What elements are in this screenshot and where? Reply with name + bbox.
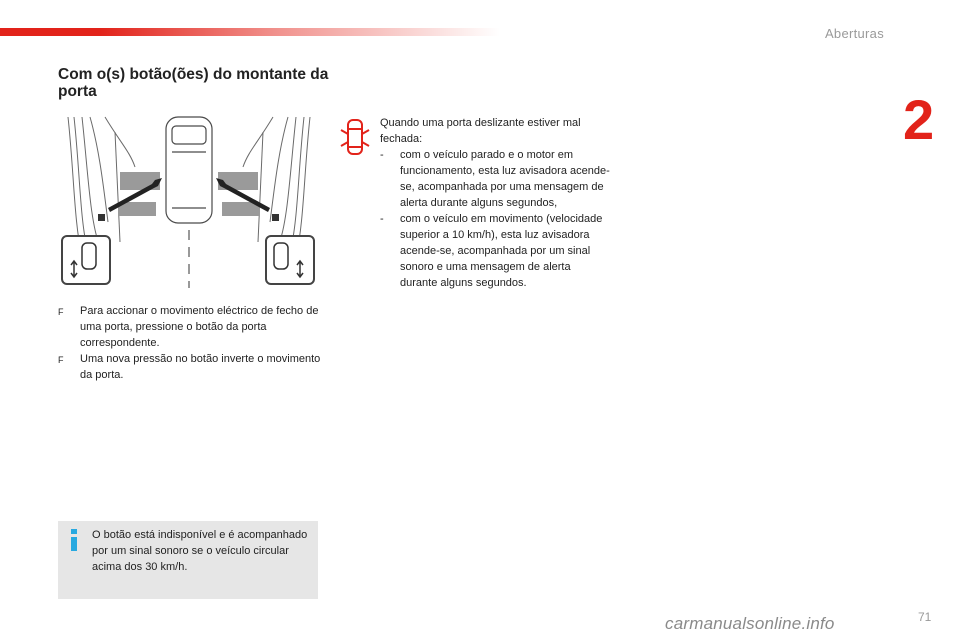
door-open-warning-icon: [340, 118, 370, 156]
bullet-marker: F: [58, 355, 64, 365]
list-item: [58, 303, 328, 351]
info-note-text: O botão está indisponível e é acompanhado por um sinal sonoro se o veículo circular acima dos 30 km/h.: [92, 529, 308, 573]
info-note-box: [58, 521, 318, 599]
info-icon: [68, 529, 80, 551]
bullet-marker: F: [58, 307, 64, 317]
warning-text: [380, 115, 610, 291]
dash-marker: -: [380, 149, 384, 161]
section-title: Aberturas: [824, 26, 884, 41]
list-item: [380, 211, 610, 291]
page-number: 71: [918, 610, 932, 624]
warning-intro: Quando uma porta deslizante estiver mal fechada:: [380, 117, 581, 145]
watermark-text: carmanualsonline.info: [665, 614, 835, 633]
list-item-text: com o veículo em movimento (velocidade superior a 10 km/h), esta luz avisadora acende-se, acompanhada por um sinal sonoro e uma mensagem de alerta durante alguns segundos.: [400, 213, 603, 289]
list-item-text: Para accionar o movimento eléctrico de fecho de uma porta, pressione o botão da porta correspondente.: [80, 305, 319, 349]
chapter-number: 2: [903, 88, 935, 151]
header-accent-bar: [0, 28, 500, 36]
sliding-door-buttons-illustration: [60, 112, 318, 288]
instruction-list: [58, 303, 328, 383]
list-item-text: Uma nova pressão no botão inverte o movimento da porta.: [80, 353, 321, 381]
list-item: [58, 351, 328, 383]
list-item: [380, 147, 610, 211]
dash-marker: -: [380, 213, 384, 225]
right-door-button-icon: [266, 236, 314, 284]
list-item-text: com o veículo parado e o motor em funcionamento, esta luz avisadora acende-se, acompanhada por uma mensagem de alerta durante alguns segundos,: [400, 149, 610, 209]
page-heading: Com o(s) botão(ões) do montante da porta: [58, 66, 329, 100]
left-door-button-icon: [62, 236, 110, 284]
